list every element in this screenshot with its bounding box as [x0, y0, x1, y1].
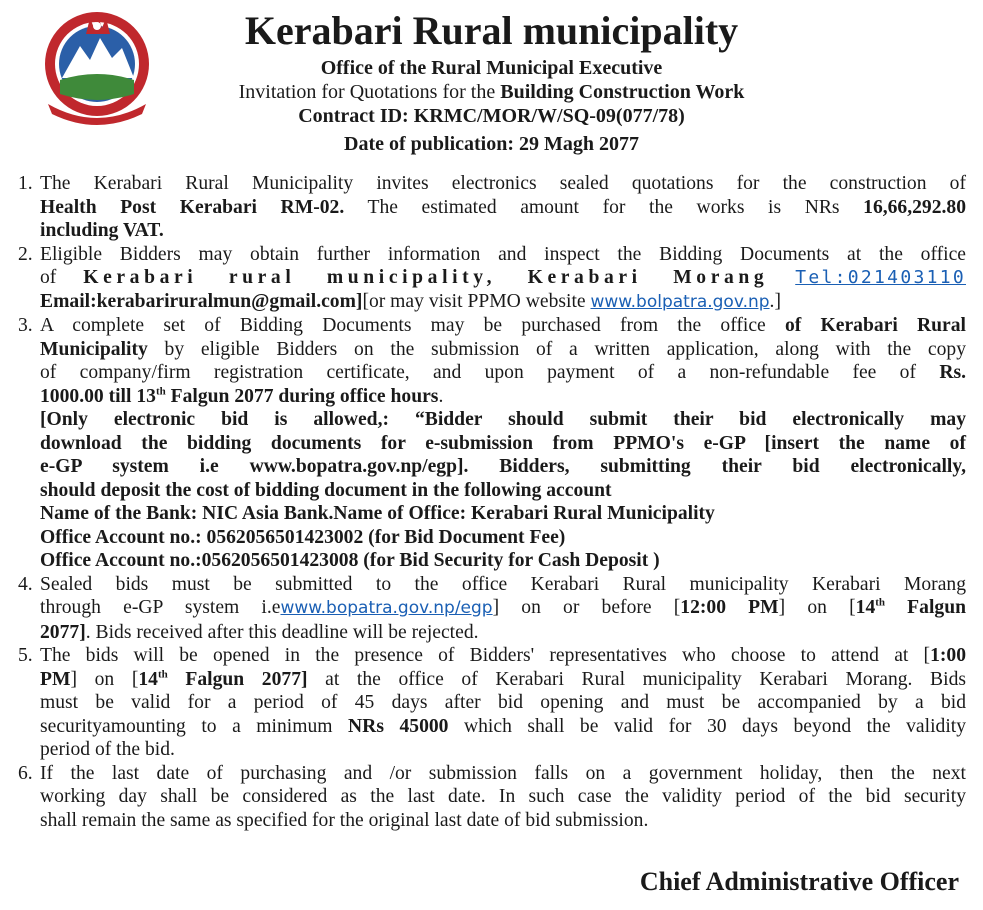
- item-number: 1.: [18, 173, 33, 194]
- item-line: of company/firm registration certificate, and upon payment of a non-refundable fee of Rs.: [40, 362, 966, 383]
- notice-header: [0, 6, 983, 158]
- item-number: 5.: [18, 645, 33, 666]
- item-line: must be valid for a period of 45 days after bid opening and must be accompanied by a bid: [40, 692, 966, 713]
- item-line: securityamounting to a minimum NRs 45000 which shall be valid for 30 days beyond the validity: [40, 715, 966, 737]
- item-number: 3.: [18, 315, 33, 336]
- account-document-fee: Office Account no.: 0562056501423002 (for Bid Document Fee): [40, 526, 566, 548]
- item-number: 4.: [18, 573, 33, 595]
- invitation-prefix: Invitation for Quotations for the: [238, 81, 501, 103]
- item-line: through e-GP system i.ewww.bopatra.gov.np/egp] on or before [12:00 PM] on [14th Falgun: [40, 596, 966, 618]
- publication-date: Date of publication: 29 Magh 2077: [344, 133, 639, 155]
- item-line: including VAT.: [40, 220, 164, 241]
- item-line: If the last date of purchasing and /or submission falls on a government holiday, then the next: [40, 762, 966, 784]
- item-line: Health Post Kerabari RM-02. The estimated amount for the works is NRs 16,66,292.80: [40, 196, 967, 218]
- invitation-work: Building Construction Work: [500, 81, 745, 103]
- item-line: 2077]. Bids received after this deadline will be rejected.: [40, 621, 479, 643]
- item-line: should deposit the cost of bidding document in the following account: [40, 479, 612, 501]
- telephone-link[interactable]: Tel:021403110: [795, 267, 966, 288]
- item-line: 1000.00 till 13th Falgun 2077 during office hours.: [40, 384, 444, 407]
- invitation-line: [0, 80, 983, 104]
- list-item: [18, 573, 966, 645]
- account-bid-security: Office Account no.:0562056501423008 (for Bid Security for Cash Deposit ): [40, 550, 660, 571]
- item-line: Sealed bids must be submitted to the office Kerabari Rural municipality Kerabari Morang: [40, 573, 966, 595]
- item-line: e-GP system i.e www.bopatra.gov.np/egp]. Bidders, submitting their bid electronically,: [40, 456, 966, 477]
- item-line: The Kerabari Rural Municipality invites electronics sealed quotations for the construction of: [40, 173, 966, 194]
- item-number: 6.: [18, 762, 33, 784]
- contract-id: Contract ID: KRMC/MOR/W/SQ-09(077/78): [298, 105, 685, 127]
- item-line: Municipality by eligible Bidders on the submission of a written application, along with the copy: [40, 338, 966, 360]
- item-line: PM] on [14th Falgun 2077] at the office of Kerabari Rural municipality Kerabari Morang. Bids: [40, 667, 966, 690]
- notice-body: [18, 172, 966, 832]
- municipality-title: Kerabari Rural municipality: [244, 8, 739, 53]
- item-line: The bids will be opened in the presence of Bidders' representatives who choose to attend at [1:00: [40, 645, 966, 666]
- item-line: Eligible Bidders may obtain further information and inspect the Bidding Documents at the office: [40, 243, 966, 265]
- list-item: [18, 172, 966, 243]
- item-number: 2.: [18, 243, 33, 265]
- item-line: of Kerabari rural municipality, Kerabari Morang Tel:021403110: [40, 267, 966, 288]
- item-line: shall remain the same as specified for the original last date of bid submission.: [40, 809, 649, 831]
- egp-link[interactable]: www.bopatra.gov.np/egp: [280, 598, 493, 618]
- item-line: A complete set of Bidding Documents may be purchased from the office of Kerabari Rural: [40, 315, 966, 336]
- list-item: [18, 762, 966, 833]
- bolpatra-link[interactable]: www.bolpatra.gov.np: [590, 291, 770, 312]
- item-line: Email:kerabariruralmun@gmail.com][or may visit PPMO website www.bolpatra.gov.np.]: [40, 290, 781, 312]
- signature: Chief Administrative Officer: [639, 867, 959, 896]
- email-address: Email:kerabariruralmun@gmail.com]: [40, 290, 363, 312]
- list-item: [18, 243, 966, 315]
- list-item: [18, 314, 966, 573]
- list-item: [18, 644, 966, 762]
- bank-name: Name of the Bank: NIC Asia Bank.Name of Office: Kerabari Rural Municipality: [40, 503, 715, 524]
- estimated-amount: 16,66,292.80: [863, 196, 967, 218]
- office-name: Office of the Rural Municipal Executive: [320, 57, 663, 79]
- item-line: download the bidding documents for e-submission from PPMO's e-GP [insert the name of: [40, 432, 966, 454]
- item-line: working day shall be considered as the last date. In such case the validity period of the bid security: [40, 786, 966, 807]
- item-line: [Only electronic bid is allowed,: “Bidder should submit their bid electronically may: [40, 409, 966, 430]
- item-line: period of the bid.: [40, 739, 175, 760]
